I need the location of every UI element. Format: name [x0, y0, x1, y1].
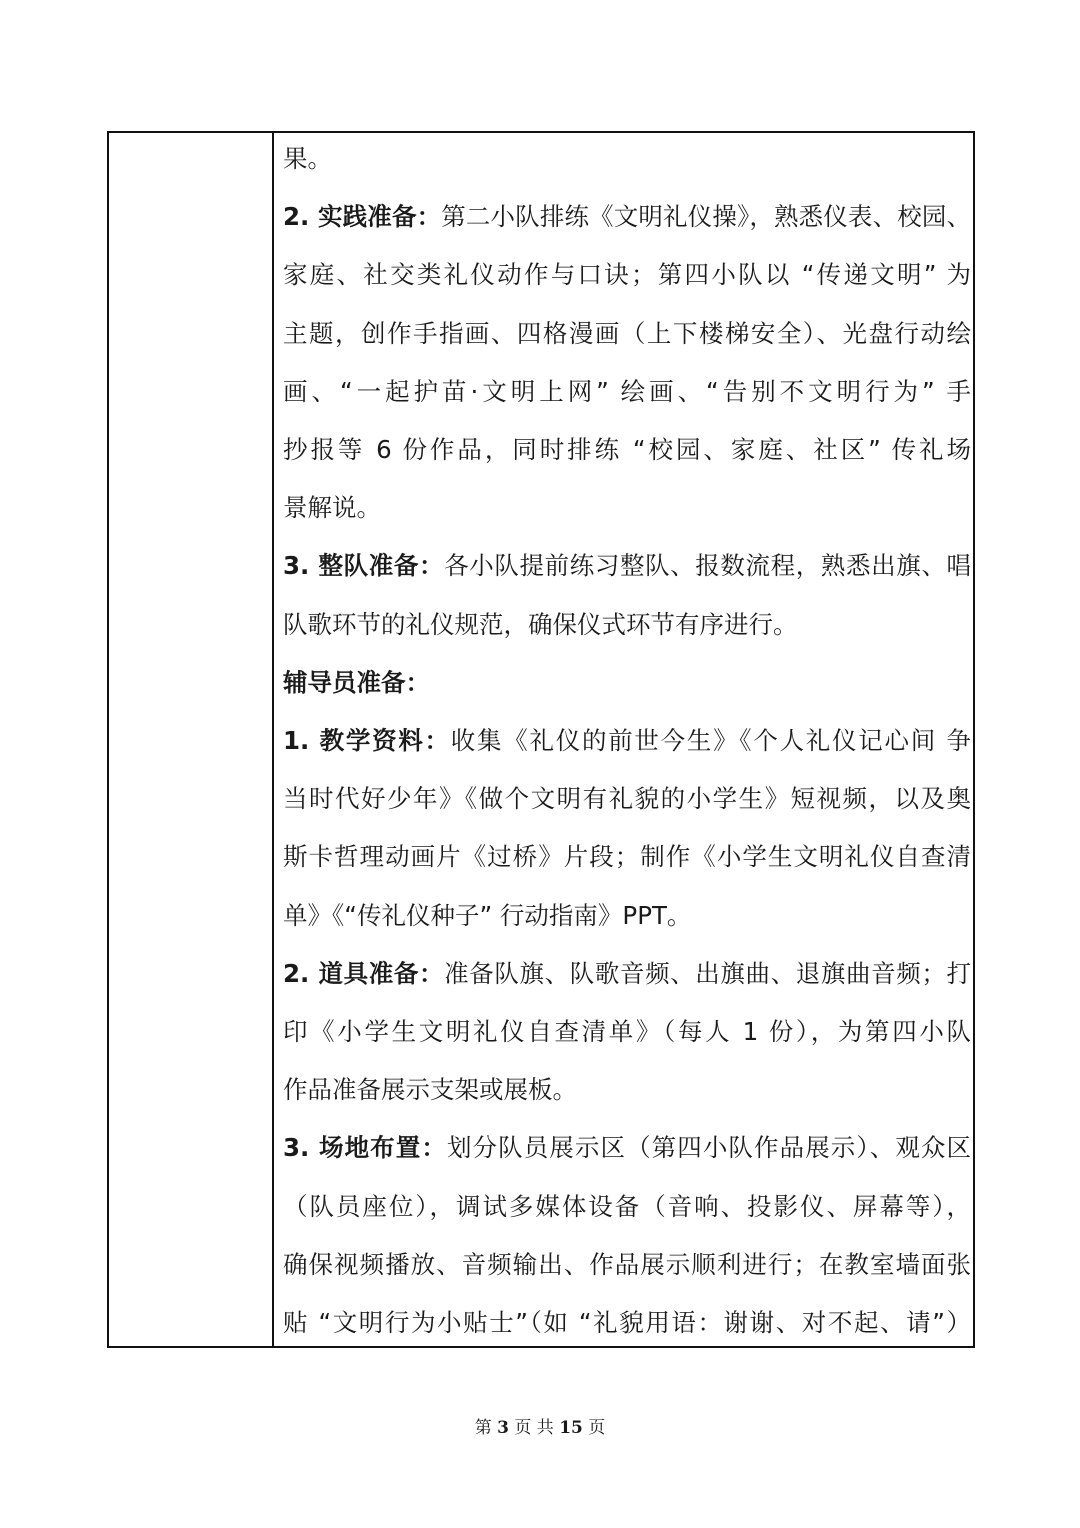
text-segment: 单》《“传礼仪种子” 行动指南》PPT。: [283, 900, 692, 930]
text-line: [283, 372, 971, 412]
text-line: [283, 1303, 971, 1343]
text-line: [283, 663, 971, 703]
text-line: [283, 255, 971, 295]
text-segment: 抄报等 6 份作品，同时排练 “校园、家庭、社区” 传礼场: [283, 435, 971, 464]
content-table: [107, 131, 975, 1348]
text-segment: 家庭、社交类礼仪动作与口诀；第四小队以 “传递文明” 为: [283, 260, 971, 290]
text-segment: 确保视频播放、音频输出、作品展示顺利进行；在教室墙面张: [283, 1249, 971, 1279]
text-line: [283, 896, 971, 936]
page-footer: [0, 1416, 1080, 1440]
text-segment: 果。: [283, 144, 332, 173]
text-line: [283, 430, 971, 470]
text-segment: 当时代好少年》《做个文明有礼貌的小学生》短视频，以及奥: [283, 784, 971, 814]
text-line: [283, 1070, 971, 1110]
text-line: [283, 954, 971, 994]
text-line: [283, 314, 971, 354]
text-segment: 收集《礼仪的前世今生》《个人礼仪记心间 争: [450, 726, 971, 755]
text-segment: 划分队员展示区（第四小队作品展示）、观众区: [446, 1133, 972, 1163]
text-segment: 第二小队排练《文明礼仪操》，熟悉仪表、校园、: [441, 202, 971, 232]
text-line: [283, 546, 971, 586]
heading-segment: 3. 场地布置：: [283, 1133, 447, 1163]
text-line: [283, 139, 971, 179]
text-line: [283, 1187, 971, 1227]
heading-segment: 辅导员准备：: [283, 667, 430, 697]
text-segment: 作品准备展示支架或展板。: [283, 1075, 577, 1105]
text-segment: 斯卡哲理动画片《过桥》片段；制作《小学生文明礼仪自查清: [283, 842, 971, 872]
text-line: [283, 1012, 971, 1052]
text-line: [283, 779, 971, 819]
text-segment: （队员座位），调试多媒体设备（音响、投影仪、屏幕等），: [283, 1191, 971, 1221]
footer-prefix: 第: [474, 1418, 492, 1438]
footer-total-pages: 15: [559, 1418, 583, 1438]
text-line: [283, 197, 971, 237]
text-line: [283, 488, 971, 528]
heading-segment: 2. 道具准备：: [283, 958, 445, 988]
text-segment: 准备队旗、队歌音频、出旗曲、退旗曲音频；打: [444, 958, 971, 988]
text-line: [283, 837, 971, 877]
text-segment: 画、“一起护苗·文明上网” 绘画、“告别不文明行为” 手: [283, 376, 971, 406]
text-line: [283, 605, 971, 645]
text-line: [283, 1128, 971, 1168]
column-divider: [272, 133, 274, 1346]
footer-middle: 页 共: [514, 1418, 554, 1438]
text-segment: 主题，创作手指画、四格漫画（上下楼梯安全）、光盘行动绘: [283, 318, 971, 348]
text-segment: 贴 “文明行为小贴士”（如 “礼貌用语：谢谢、对不起、请”）: [283, 1308, 971, 1337]
text-segment: 景解说。: [283, 493, 381, 523]
text-segment: 印《小学生文明礼仪自查清单》（每人 1 份），为第四小队: [283, 1017, 971, 1046]
heading-segment: 2. 实践准备：: [283, 202, 442, 232]
footer-page-number: 3: [497, 1418, 509, 1438]
heading-segment: 3. 整队准备：: [283, 551, 445, 581]
footer-suffix: 页: [588, 1418, 606, 1438]
text-line: [283, 721, 971, 761]
text-segment: 队歌环节的礼仪规范，确保仪式环节有序进行。: [283, 609, 798, 639]
text-segment: 各小队提前练习整队、报数流程，熟悉出旗、唱: [444, 551, 971, 581]
heading-segment: 1. 教学资料：: [283, 726, 451, 755]
text-line: [283, 1245, 971, 1285]
